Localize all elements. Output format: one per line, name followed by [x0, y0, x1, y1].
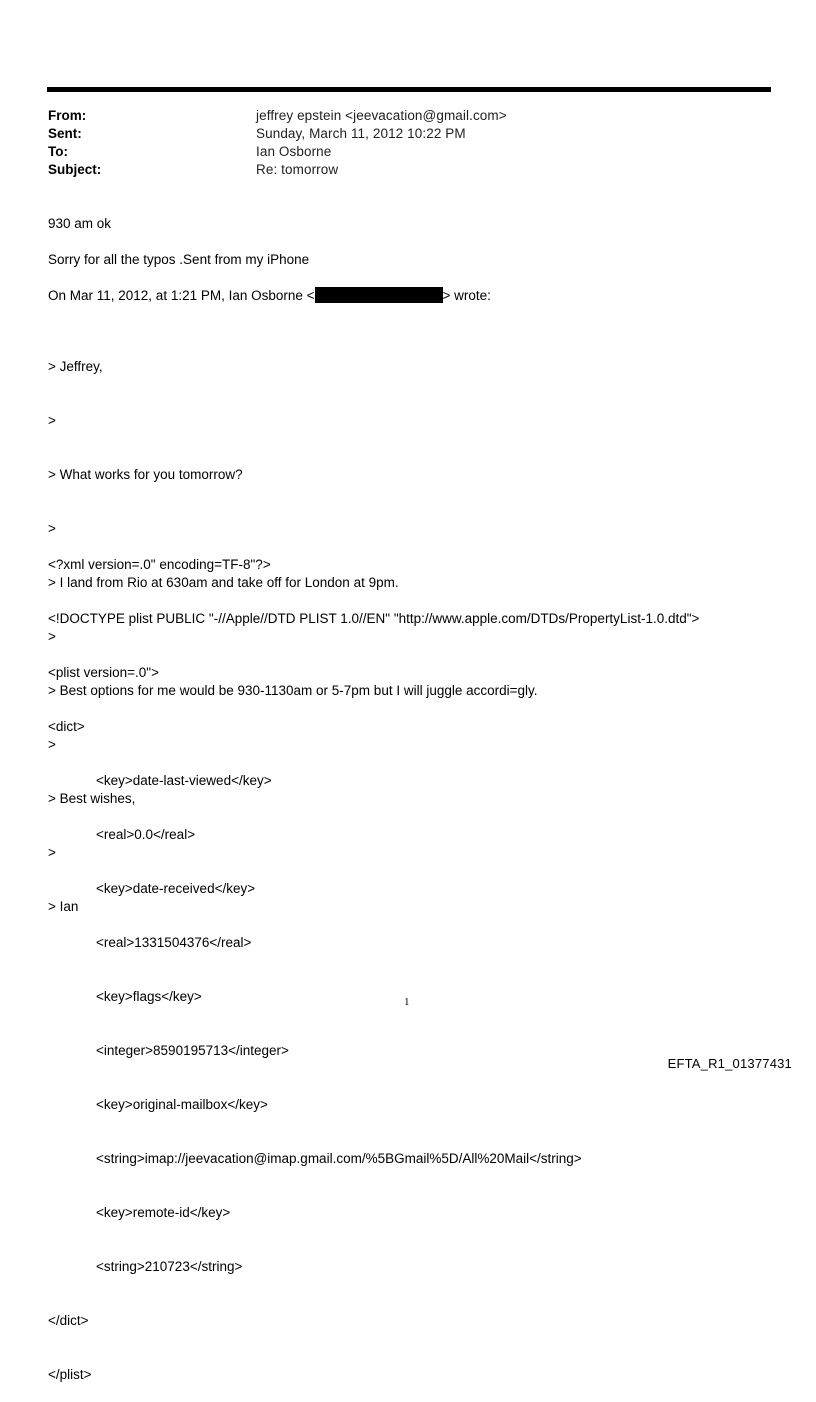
- subject-value: Re: tomorrow: [256, 162, 339, 177]
- sent-label: Sent:: [48, 126, 82, 141]
- quoted-line: > I land from Rio at 630am and take off for London at 9pm.: [48, 575, 399, 590]
- quoted-line: >: [48, 845, 56, 860]
- to-label: To:: [48, 144, 68, 159]
- bates-number: EFTA_R1_01377431: [667, 1056, 792, 1071]
- page-number: 1: [404, 996, 410, 1008]
- from-label: From:: [48, 108, 87, 123]
- plist-line: <real>1331504376</real>: [96, 935, 252, 950]
- plist-line: <dict>: [48, 719, 85, 734]
- plist-line: <key>remote-id</key>: [96, 1205, 231, 1220]
- quoted-line: > What works for you tomorrow?: [48, 467, 243, 482]
- redaction-block: [315, 287, 443, 303]
- to-value: Ian Osborne: [256, 144, 332, 159]
- quoted-line: >: [48, 521, 56, 536]
- attribution-after: > wrote:: [442, 288, 491, 303]
- quoted-line: > Best options for me would be 930-1130am or 5-7pm but I will juggle accordi=gly.: [48, 683, 538, 698]
- quoted-line: >: [48, 737, 56, 752]
- plist-line: </dict>: [48, 1313, 89, 1328]
- from-row: [48, 107, 768, 125]
- subject-label: Subject:: [48, 162, 102, 177]
- plist-line: <key>original-mailbox</key>: [96, 1097, 268, 1112]
- attribution-line: [48, 287, 778, 305]
- plist-line: <key>flags</key>: [96, 989, 202, 1004]
- sent-row: [48, 125, 768, 143]
- signature-text: Sorry for all the typos .Sent from my iPhone: [48, 252, 310, 267]
- plist-line: <string>210723</string>: [96, 1259, 243, 1274]
- quoted-line: > Jeffrey,: [48, 359, 103, 374]
- subject-row: [48, 161, 768, 179]
- sent-value: Sunday, March 11, 2012 10:22 PM: [256, 126, 466, 141]
- plist-line: </plist>: [48, 1367, 92, 1382]
- quoted-line: >: [48, 413, 56, 428]
- plist-line: <key>date-last-viewed</key>: [96, 773, 272, 788]
- quoted-line: > Ian: [48, 899, 79, 914]
- plist-line: <?xml version=.0" encoding=TF-8"?>: [48, 557, 271, 572]
- plist-line: <integer>8590195713</integer>: [96, 1043, 289, 1058]
- plist-line: <string>imap://jeevacation@imap.gmail.com/%5BGmail%5D/All%20Mail</string>: [96, 1151, 582, 1166]
- reply-text: 930 am ok: [48, 216, 112, 231]
- attribution-before: On Mar 11, 2012, at 1:21 PM, Ian Osborne <: [48, 288, 315, 303]
- plist-line: <plist version=.0">: [48, 665, 159, 680]
- quoted-line: >: [48, 629, 56, 644]
- plist-block: [48, 520, 778, 1402]
- from-value: jeffrey epstein <jeevacation@gmail.com>: [256, 108, 507, 123]
- plist-line: <real>0.0</real>: [96, 827, 196, 842]
- to-row: [48, 143, 768, 161]
- plist-line: <!DOCTYPE plist PUBLIC "-//Apple//DTD PLIST 1.0//EN" "http://www.apple.com/DTDs/PropertyList-1.0.dtd">: [48, 611, 700, 626]
- plist-line: <key>date-received</key>: [96, 881, 256, 896]
- header-rule: [47, 87, 771, 92]
- quoted-line: > Best wishes,: [48, 791, 136, 806]
- email-header: [48, 107, 768, 179]
